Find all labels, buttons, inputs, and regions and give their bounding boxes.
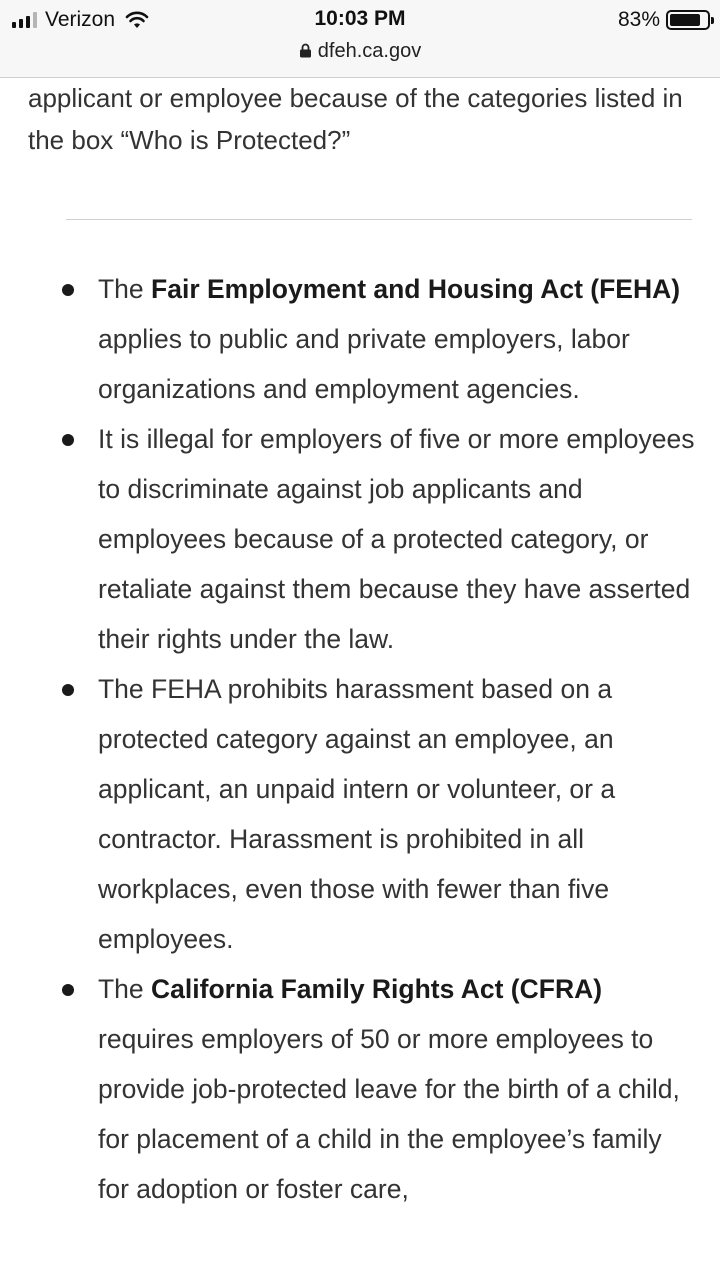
battery-fill <box>670 14 700 26</box>
status-right <box>618 8 710 32</box>
list-item: It is illegal for employers of five or more employees to discriminate against job applicants and employees because of a protected category, or retaliate against them because they have asserted their rights under the law. <box>0 414 720 664</box>
address-bar[interactable] <box>0 40 720 63</box>
bullet-dot <box>62 684 74 696</box>
bullet-dot <box>62 984 74 996</box>
carrier-name: Verizon <box>45 8 116 31</box>
cfra-title: California Family Rights Act (CFRA) <box>151 974 603 1004</box>
bullet-list <box>0 264 720 1214</box>
list-item: The California Family Rights Act (CFRA) requires employers of 50 or more employees to provide job-protected leave for the birth of a child, for placement of a child in the employee’s family for adoption or foster care, <box>0 964 720 1214</box>
lock-icon <box>299 43 312 58</box>
intro-paragraph: applicant or employee because of the categories listed in the box “Who is Protected?” <box>28 83 683 155</box>
page-content <box>0 78 720 1214</box>
status-bar <box>0 0 720 78</box>
bullet-dot <box>62 434 74 446</box>
battery-percent: 83% <box>617 8 660 31</box>
list-item: The Fair Employment and Housing Act (FEHA) applies to public and private employers, labor organizations and employment agencies. <box>0 264 720 414</box>
clock: 10:03 PM <box>314 7 406 30</box>
battery-icon <box>666 10 710 30</box>
section-divider <box>66 219 692 220</box>
list-item: The FEHA prohibits harassment based on a protected category against an employee, an applicant, an unpaid intern or volunteer, or a contractor. Harassment is prohibited in all workplaces, even those with fewer than five employees. <box>0 664 720 964</box>
battery-cap <box>711 17 714 24</box>
feha-title: Fair Employment and Housing Act (FEHA) <box>151 274 681 304</box>
url-text: dfeh.ca.gov <box>317 40 422 62</box>
bullet-dot <box>62 284 74 296</box>
